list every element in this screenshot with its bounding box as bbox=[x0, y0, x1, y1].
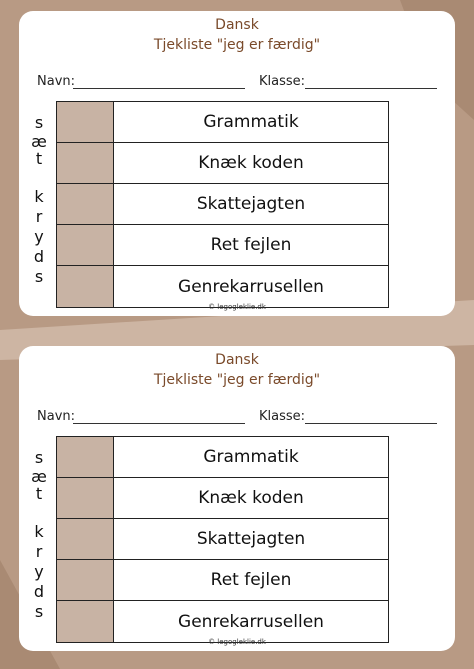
name-class-row bbox=[37, 409, 437, 427]
vertical-letter: s bbox=[34, 448, 44, 467]
checklist-subtitle: Tjekliste "jeg er færdig" bbox=[153, 37, 321, 53]
task-label: Knæk koden bbox=[198, 488, 304, 508]
vertical-letter: k bbox=[34, 187, 44, 206]
name-field[interactable] bbox=[73, 423, 245, 424]
vertical-letter: d bbox=[33, 582, 45, 601]
vertical-letter: y bbox=[34, 227, 44, 246]
vertical-letter: d bbox=[33, 247, 45, 266]
task-label: Genrekarrusellen bbox=[178, 276, 324, 297]
class-label: Klasse: bbox=[259, 74, 306, 89]
name-field[interactable] bbox=[73, 88, 245, 89]
subject-title: Dansk bbox=[215, 17, 259, 33]
vertical-letter: s bbox=[34, 267, 44, 286]
checkbox-cell[interactable] bbox=[57, 478, 114, 518]
checkbox-cell[interactable] bbox=[57, 102, 114, 142]
checkbox-cell[interactable] bbox=[57, 601, 114, 642]
class-field[interactable] bbox=[305, 88, 437, 89]
checklist-card-top bbox=[19, 11, 455, 316]
table-row bbox=[57, 437, 388, 478]
subject-title: Dansk bbox=[215, 352, 259, 368]
task-label: Grammatik bbox=[203, 112, 299, 132]
task-label: Skattejagten bbox=[196, 529, 306, 549]
table-row bbox=[57, 519, 388, 560]
checkbox-cell[interactable] bbox=[57, 560, 114, 600]
checkbox-cell[interactable] bbox=[57, 519, 114, 559]
vertical-letter: t bbox=[35, 149, 43, 168]
name-class-row bbox=[37, 74, 437, 92]
task-label: Ret fejlen bbox=[210, 570, 292, 590]
checklist-card-bottom bbox=[19, 346, 455, 651]
table-row bbox=[57, 102, 388, 143]
vertical-letter: æ bbox=[31, 467, 47, 486]
vertical-letter: s bbox=[34, 113, 44, 132]
task-label: Skattejagten bbox=[196, 194, 306, 214]
vertical-letter: t bbox=[35, 484, 43, 503]
checkbox-cell[interactable] bbox=[57, 225, 114, 265]
vertical-letter: k bbox=[34, 522, 44, 541]
name-label: Navn: bbox=[37, 409, 76, 424]
copyright-footer: © legogleklie.dk bbox=[208, 638, 266, 646]
vertical-letter: s bbox=[34, 602, 44, 621]
vertical-letter: r bbox=[35, 542, 43, 561]
task-label: Grammatik bbox=[203, 447, 299, 467]
checkbox-cell[interactable] bbox=[57, 437, 114, 477]
checklist-table bbox=[56, 101, 389, 308]
checklist-table bbox=[56, 436, 389, 643]
task-label: Knæk koden bbox=[198, 153, 304, 173]
table-row bbox=[57, 266, 388, 307]
table-row bbox=[57, 225, 388, 266]
task-label: Ret fejlen bbox=[210, 235, 292, 255]
table-row bbox=[57, 184, 388, 225]
vertical-letter: æ bbox=[31, 132, 47, 151]
vertical-letter: r bbox=[35, 207, 43, 226]
table-row bbox=[57, 143, 388, 184]
name-label: Navn: bbox=[37, 74, 76, 89]
checkbox-cell[interactable] bbox=[57, 184, 114, 224]
class-label: Klasse: bbox=[259, 409, 306, 424]
checklist-subtitle: Tjekliste "jeg er færdig" bbox=[153, 372, 321, 388]
table-row bbox=[57, 478, 388, 519]
vertical-letter: y bbox=[34, 562, 44, 581]
class-field[interactable] bbox=[305, 423, 437, 424]
copyright-footer: © legogleklie.dk bbox=[208, 303, 266, 311]
checkbox-cell[interactable] bbox=[57, 266, 114, 307]
checkbox-cell[interactable] bbox=[57, 143, 114, 183]
table-row bbox=[57, 560, 388, 601]
table-row bbox=[57, 601, 388, 642]
task-label: Genrekarrusellen bbox=[178, 611, 324, 632]
